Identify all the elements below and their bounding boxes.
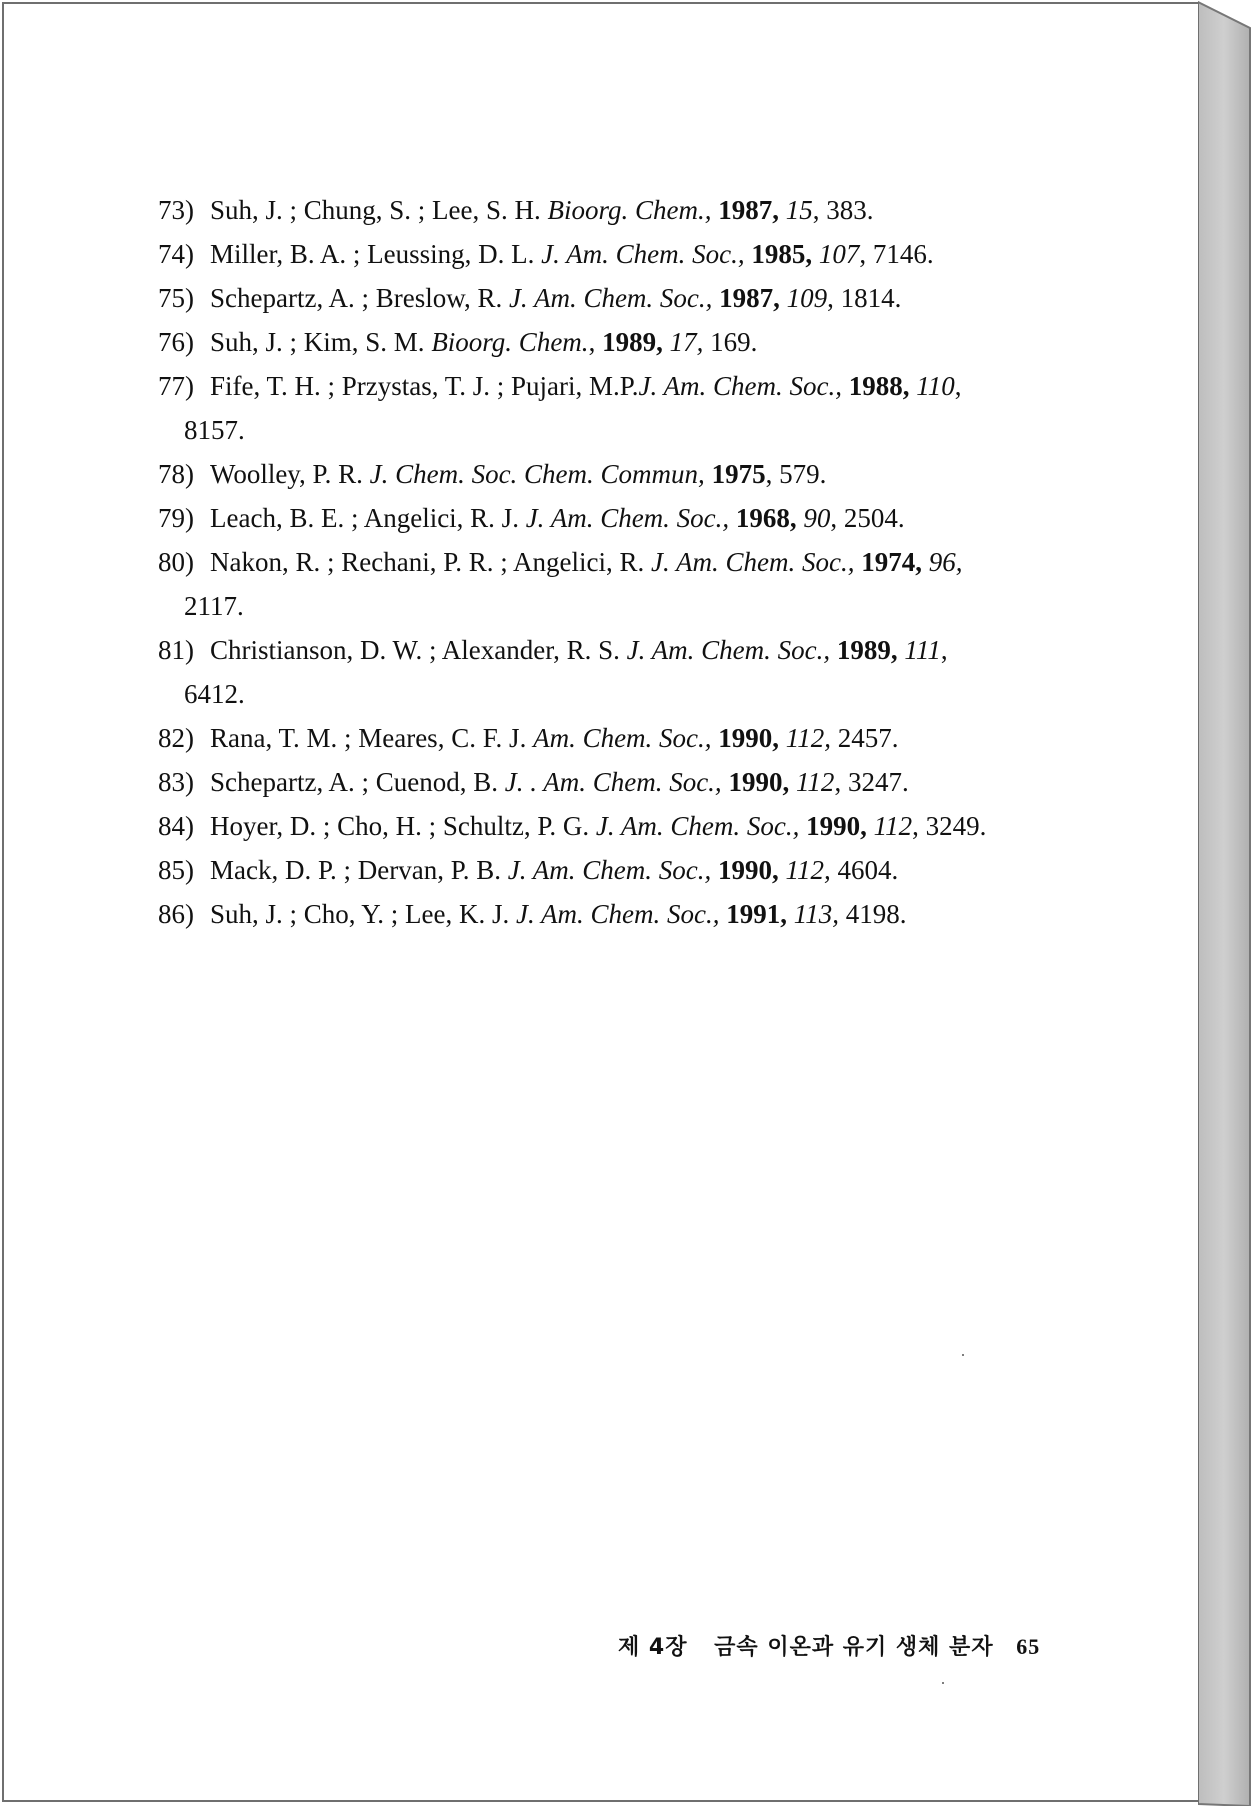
reference-continuation: 2117.: [184, 591, 244, 621]
reference-text: [210, 855, 898, 885]
year-bold: 1990,: [718, 723, 780, 753]
reference-text: [210, 459, 826, 489]
reference-item: [158, 320, 1058, 364]
journal-italic: 113,: [793, 899, 839, 929]
page-number: 65: [1016, 1634, 1041, 1659]
reference-segment: [705, 459, 712, 489]
reference-segment: ,: [954, 371, 962, 401]
year-bold: 1968,: [735, 503, 797, 533]
reference-segment: [779, 195, 786, 225]
year-bold: 1989,: [836, 635, 898, 665]
reference-text: [210, 811, 986, 841]
reference-segment: Nakon, R. ; Rechani, P. R. ; Angelici, R.: [210, 547, 651, 577]
year-bold: 1990,: [806, 811, 867, 841]
reference-segment: Leach, B. E. ; Angelici, R. J.: [210, 503, 526, 533]
journal-italic: 15: [785, 195, 813, 225]
reference-segment: Schepartz, A. ; Breslow, R.: [210, 283, 509, 313]
reference-segment: , 3249.: [912, 811, 987, 841]
journal-italic: Bioorg. Chem.,: [547, 195, 712, 225]
reference-segment: , 383.: [812, 195, 874, 225]
reference-segment: ,: [940, 635, 948, 665]
reference-continuation: 6412.: [184, 679, 245, 709]
year-bold: 1991,: [726, 899, 787, 929]
journal-italic: J. Am. Chem. Soc.,: [626, 635, 831, 665]
reference-segment: 4198.: [839, 899, 907, 929]
reference-item: [158, 276, 1058, 320]
reference-segment: Suh, J. ; Cho, Y. ; Lee, K. J.: [210, 899, 517, 929]
reference-item: [158, 364, 1058, 452]
reference-number: 82): [158, 723, 194, 753]
reference-item: [158, 540, 1058, 628]
reference-text: [210, 327, 757, 357]
reference-number: 73): [158, 195, 194, 225]
reference-item: [158, 892, 1058, 936]
reference-number: 79): [158, 503, 194, 533]
journal-italic: Bioorg. Chem.: [431, 327, 589, 357]
journal-italic: 112: [795, 767, 835, 797]
scan-speck: [962, 1354, 964, 1356]
year-bold: 1987,: [718, 195, 780, 225]
reference-segment: Fife, T. H. ; Przystas, T. J. ; Pujari, M.P.: [210, 371, 639, 401]
reference-segment: 4604.: [830, 855, 899, 885]
reference-segment: [779, 723, 786, 753]
reference-segment: Mack, D. P. ; Dervan, P. B.: [210, 855, 508, 885]
reference-segment: [867, 811, 874, 841]
reference-segment: [780, 283, 787, 313]
reference-item: [158, 628, 1058, 716]
chapter-title: 금속 이온과 유기 생체 분자: [714, 1635, 994, 1660]
reference-segment: , 7146.: [859, 239, 934, 269]
journal-italic: J. Am. Chem. Soc.,: [541, 239, 745, 269]
reference-number: 78): [158, 459, 194, 489]
reference-segment: Hoyer, D. ; Cho, H. ; Schultz, P. G.: [210, 811, 596, 841]
reference-number: 86): [158, 899, 194, 929]
journal-italic: 112,: [785, 723, 832, 753]
reference-segment: , 2504.: [830, 503, 905, 533]
page-footer: [618, 1630, 1040, 1661]
reference-segment: [787, 899, 794, 929]
reference-item: [158, 232, 1058, 276]
reference-number: 76): [158, 327, 194, 357]
reference-item: [158, 804, 1058, 848]
year-bold: 1987,: [719, 283, 780, 313]
journal-italic: 90: [803, 503, 831, 533]
journal-italic: 17,: [669, 327, 704, 357]
reference-text: [210, 635, 948, 665]
reference-segment: ,: [588, 327, 603, 357]
reference-item: [158, 760, 1058, 804]
journal-italic: J. Am. Chem. Soc.,: [650, 547, 855, 577]
journal-italic: J. Am. Chem. Soc.,: [508, 283, 713, 313]
reference-text: [210, 195, 874, 225]
reference-number: 75): [158, 283, 194, 313]
reference-segment: 2457.: [831, 723, 899, 753]
year-bold: 1989,: [602, 327, 663, 357]
reference-segment: Woolley, P. R.: [210, 459, 370, 489]
reference-list: [158, 188, 1058, 936]
journal-italic: 111: [904, 635, 941, 665]
reference-text: [210, 239, 934, 269]
reference-text: [210, 371, 962, 401]
scan-speck: [942, 1682, 944, 1684]
reference-segment: , 579.: [765, 459, 827, 489]
journal-italic: 112,: [785, 855, 831, 885]
chapter-label: 제 4장: [618, 1635, 688, 1660]
reference-item: [158, 716, 1058, 760]
year-bold: 1988,: [848, 371, 910, 401]
reference-segment: Suh, J. ; Kim, S. M.: [210, 327, 432, 357]
reference-text: [210, 503, 905, 533]
reference-segment: [812, 239, 819, 269]
year-bold: 1974,: [861, 547, 922, 577]
reference-segment: [789, 767, 796, 797]
reference-item: [158, 452, 1058, 496]
reference-segment: [922, 547, 929, 577]
reference-number: 84): [158, 811, 194, 841]
reference-number: 83): [158, 767, 194, 797]
page-edge-shading: [1198, 0, 1253, 1806]
year-bold: 1985,: [751, 239, 813, 269]
reference-segment: [729, 503, 736, 533]
reference-text: [210, 547, 962, 577]
reference-segment: Rana, T. M. ; Meares, C. F. J.: [210, 723, 534, 753]
reference-text: [210, 283, 901, 313]
journal-italic: 109: [786, 283, 828, 313]
reference-number: 74): [158, 239, 194, 269]
reference-segment: [711, 855, 718, 885]
reference-segment: [842, 371, 849, 401]
journal-italic: 110: [916, 371, 955, 401]
journal-italic: J. . Am. Chem. Soc.,: [504, 767, 722, 797]
reference-segment: Miller, B. A. ; Leussing, D. L.: [210, 239, 542, 269]
reference-segment: 169.: [703, 327, 758, 357]
reference-item: [158, 848, 1058, 892]
year-bold: 1990,: [717, 855, 779, 885]
reference-text: [210, 723, 899, 753]
reference-number: 85): [158, 855, 194, 885]
journal-italic: Am. Chem. Soc.,: [533, 723, 712, 753]
reference-segment: Christianson, D. W. ; Alexander, R. S.: [210, 635, 627, 665]
reference-segment: , 1814.: [827, 283, 902, 313]
reference-item: [158, 188, 1058, 232]
reference-segment: , 3247.: [834, 767, 909, 797]
reference-number: 80): [158, 547, 194, 577]
journal-italic: J. Am. Chem. Soc.,: [516, 899, 720, 929]
journal-italic: J. Am. Chem. Soc.,: [595, 811, 800, 841]
reference-number: 81): [158, 635, 194, 665]
reference-segment: Suh, J. ; Chung, S. ; Lee, S. H.: [210, 195, 548, 225]
year-bold: 1990,: [728, 767, 790, 797]
reference-text: [210, 899, 907, 929]
journal-italic: 112: [873, 811, 913, 841]
reference-item: [158, 496, 1058, 540]
journal-italic: J. Am. Chem. Soc.,: [638, 371, 842, 401]
reference-segment: [663, 327, 670, 357]
journal-italic: J. Am. Chem. Soc.,: [507, 855, 712, 885]
year-bold: 1975: [711, 459, 766, 489]
journal-italic: J. Chem. Soc. Chem. Commun,: [369, 459, 705, 489]
reference-segment: [830, 635, 837, 665]
journal-italic: J. Am. Chem. Soc.,: [525, 503, 730, 533]
reference-number: 77): [158, 371, 194, 401]
journal-italic: 96,: [928, 547, 963, 577]
reference-text: [210, 767, 909, 797]
reference-segment: Schepartz, A. ; Cuenod, B.: [210, 767, 505, 797]
reference-continuation: 8157.: [184, 415, 245, 445]
journal-italic: 107: [818, 239, 860, 269]
